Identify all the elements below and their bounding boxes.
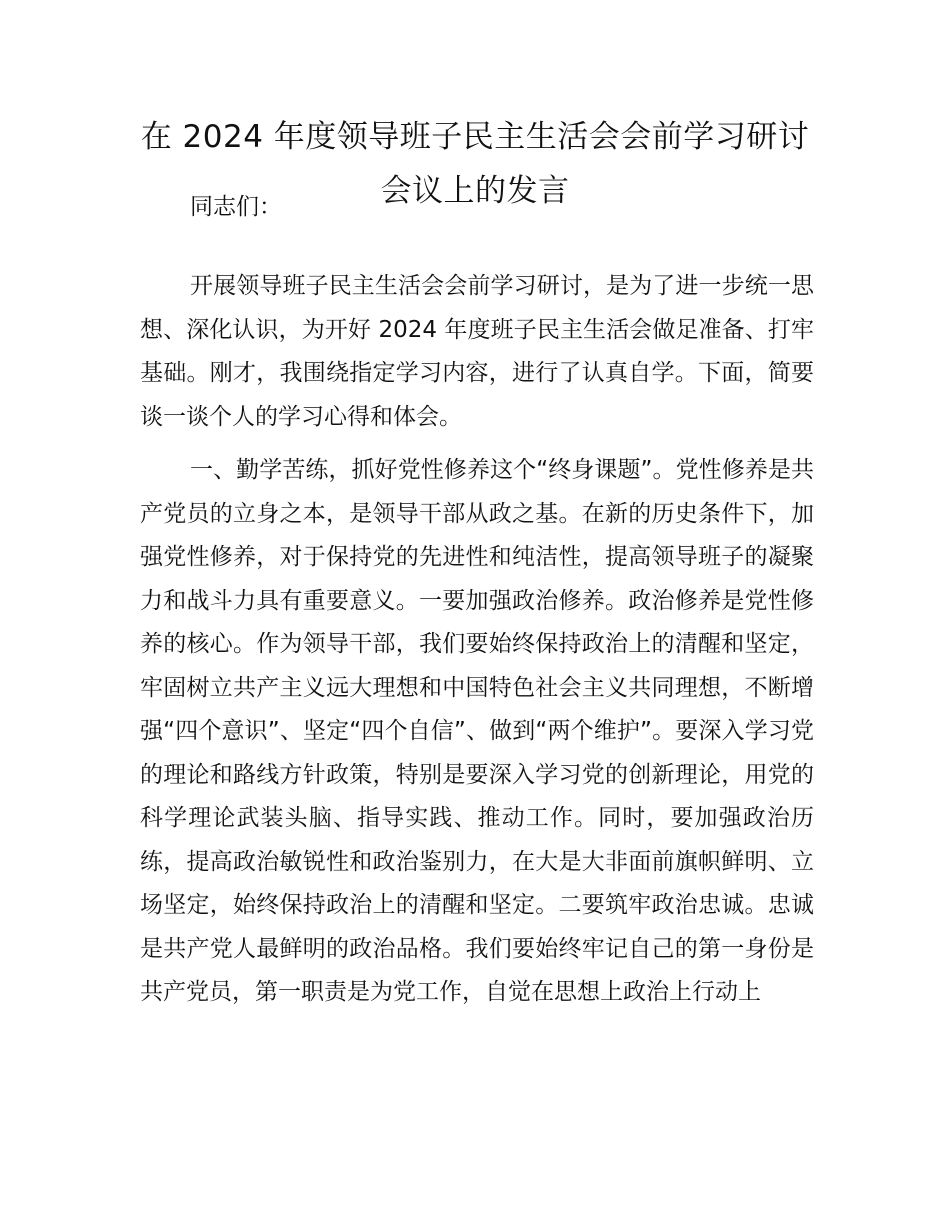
paragraph-section-one: 一、勤学苦练，抓好党性修养这个“终身课题”。党性修养是共产党员的立身之本，是领导干部从政之基。在新的历史条件下，加强党性修养，对于保持党的先进性和纯洁性，提高领导班子的凝聚力和战斗力具有重要意义。一要加强政治修养。政治修养是党性修养的核心。作为领导干部，我们要始终保持政治上的清醒和坚定，牢固树立共产主义远大理想和中国特色社会主义共同理想，不断增强“四个意识”、坚定“四个自信”、做到“两个维护”。要深入学习党的理论和路线方针政策，特别是要深入学习党的创新理论，用党的科学理论武装头脑、指导实践、推动工作。同时，要加强政治历练，提高政治敏锐性和政治鉴别力，在大是大非面前旗帜鲜明、立场坚定，始终保持政治上的清醒和坚定。二要筑牢政治忠诚。忠诚是共产党人最鲜明的政治品格。我们要始终牢记自己的第一身份是共产党员，第一职责是为党工作，自觉在思想上政治上行动上 bbox=[140, 457, 814, 1005]
paragraph-intro: 开展领导班子民主生活会会前学习研讨，是为了进一步统一思想、深化认识，为开好 2024 年度班子民主生活会做足准备、打牢基础。刚才，我围绕指定学习内容，进行了认真自学。下面，简要谈一谈个人的学习心得和体会。 bbox=[140, 273, 814, 430]
salutation: 同志们： bbox=[190, 194, 282, 220]
document-title: 在 2024 年度领导班子民主生活会会前学习研讨会议上的发言 bbox=[140, 119, 810, 209]
